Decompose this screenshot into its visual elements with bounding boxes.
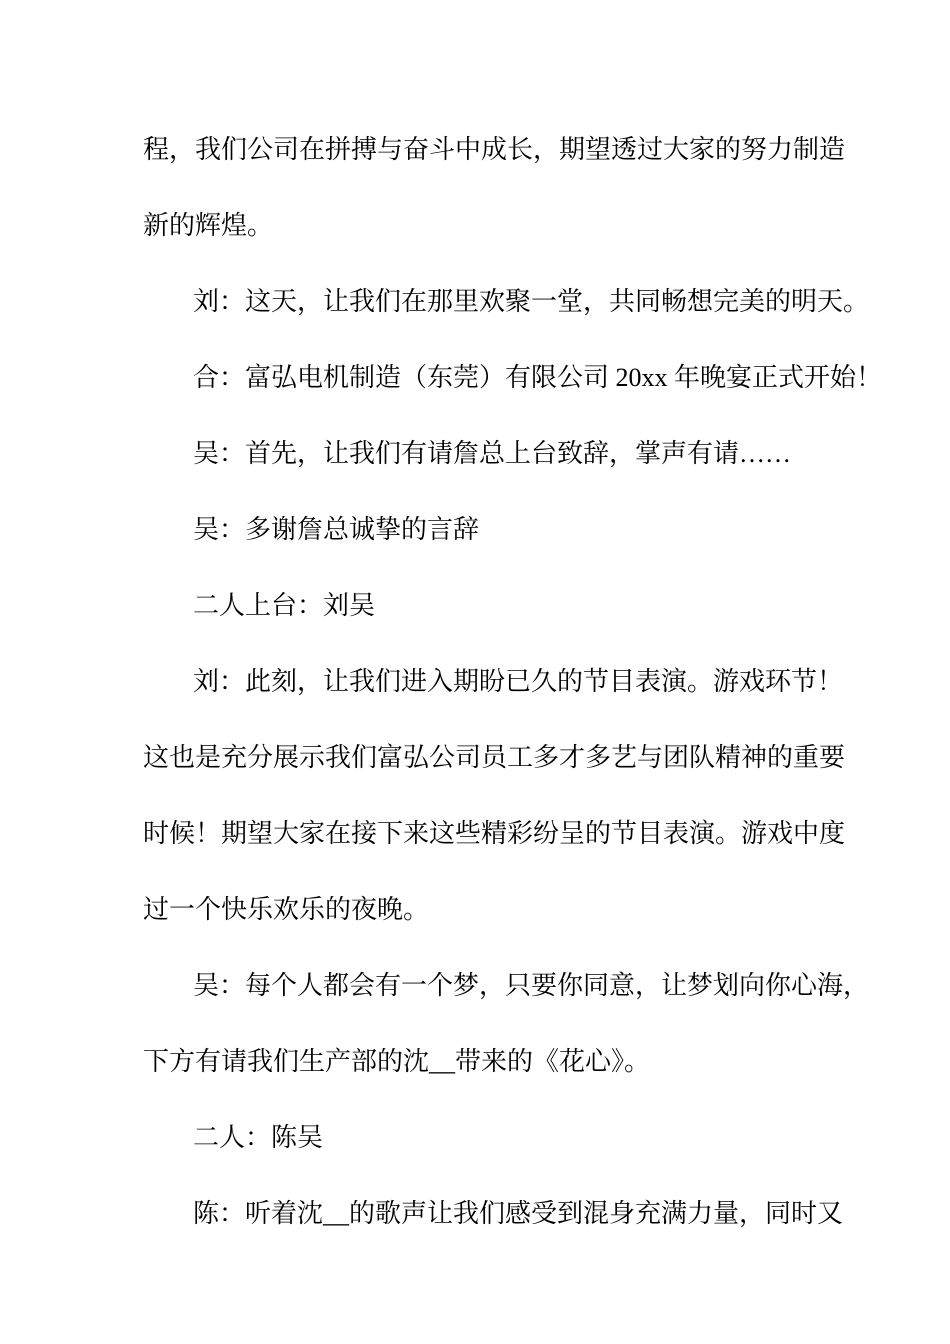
text-line: 陈：听着沈__的歌声让我们感受到混身充满力量，同时又: [193, 1199, 844, 1228]
text-line: 二人上台：刘吴: [193, 591, 376, 620]
text-line: 吴：首先，让我们有请詹总上台致辞，掌声有请……: [193, 439, 792, 468]
text-line: 刘：这天，让我们在那里欢聚一堂，共同畅想完美的明天。: [193, 287, 870, 316]
text-line: 合：富弘电机制造（东莞）有限公司 20xx 年晚宴正式开始！: [193, 363, 883, 392]
text-line: 时候！期望大家在接下来这些精彩纷呈的节目表演。游戏中度: [143, 819, 846, 848]
text-line: 程，我们公司在拼搏与奋斗中成长，期望透过大家的努力制造: [143, 135, 846, 164]
text-line: 吴：每个人都会有一个梦，只要你同意，让梦划向你心海，: [193, 971, 870, 1000]
text-line: 过一个快乐欢乐的夜晚。: [143, 895, 430, 924]
text-line: 吴：多谢詹总诚挚的言辞: [193, 515, 480, 544]
text-line: 新的辉煌。: [143, 211, 274, 240]
text-line: 这也是充分展示我们富弘公司员工多才多艺与团队精神的重要: [143, 743, 846, 772]
text-line: 下方有请我们生产部的沈__带来的《花心》。: [143, 1047, 651, 1076]
text-line: 刘：此刻，让我们进入期盼已久的节目表演。游戏环节！: [193, 667, 844, 696]
text-line: 二人：陈吴: [193, 1123, 324, 1152]
